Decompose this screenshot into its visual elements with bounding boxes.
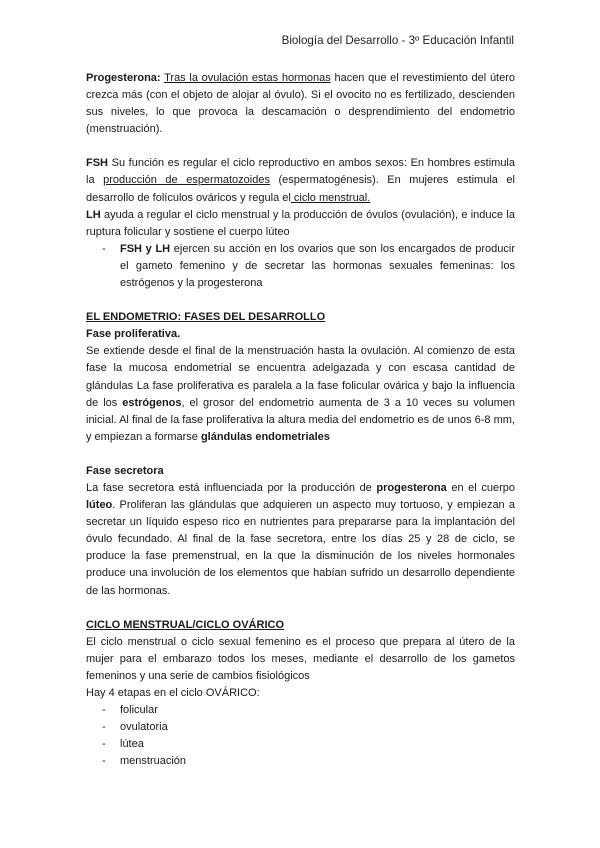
secretora-title: Fase secretora (86, 464, 164, 477)
ciclo-heading: CICLO MENSTRUAL/CICLO OVÁRICO (86, 618, 284, 631)
etapa-ovulatoria: ovulatoria (120, 721, 168, 734)
dash-bullet: - (102, 738, 106, 751)
list-item (86, 719, 515, 736)
fsh-underlined-1: producción de espermatozoides (103, 174, 270, 187)
etapas-list (86, 702, 515, 770)
etapa-menstruacion: menstruación (120, 755, 187, 768)
secretora-paragraph (86, 480, 515, 600)
progesterona-term: Progesterona: (86, 72, 161, 84)
secretora-text-3: . Proliferan las glándulas que adquieren un aspecto muy tortuoso, y empiezan a secretar un líquido espeso rico en nutrientes para prepararse para la implantación del óvulo fecundado. Al final de la fase secretora, entre los días 25 y 28 de ciclo, se produce la fase premenstrual, en la que la disminución de los niveles hormonales produce una involución de los elementos que habían sufrido un desarrollo dependiente de las hormonas. (86, 499, 515, 597)
list-item (86, 753, 515, 770)
lh-paragraph (86, 207, 515, 241)
progesterona-paragraph (86, 70, 515, 138)
fsh-paragraph (86, 155, 515, 206)
proliferativa-bold-1: estrógenos (122, 396, 182, 409)
fsh-text-2: (espermatogénesis). En mujeres estimula el desarrollo de folículos ováricos y regula el (86, 174, 515, 204)
dash-bullet: - (102, 755, 106, 768)
etapa-lutea: lútea (120, 738, 144, 751)
fsh-lh-list (86, 241, 515, 292)
etapas-intro: Hay 4 etapas en el ciclo OVÁRICO: (86, 687, 260, 699)
document-body (86, 70, 515, 770)
progesterona-underlined: Tras la ovulación estas hormonas (164, 72, 331, 84)
list-item (86, 241, 515, 292)
proliferativa-bold-2: glándulas endometriales (200, 430, 330, 443)
page-header: Biología del Desarrollo - 3º Educación Infantil (281, 34, 514, 47)
fsh-text-1: Su función es regular el ciclo reproductivo en ambos sexos: En hombres estimula la (86, 157, 515, 187)
secretora-text-1: La fase secretora está influenciada por la producción de (86, 481, 377, 494)
ciclo-paragraph: El ciclo menstrual o ciclo sexual femenino es el proceso que prepara al útero de la mujer para el embarazo todos los meses, mediante el desarrollo de los gametos femeninos y una serie de cambios fisiológicos (86, 635, 515, 682)
secretora-bold-2: lúteo (86, 499, 113, 512)
list-item (86, 702, 515, 719)
fsh-underlined-2: ciclo menstrual. (290, 191, 371, 204)
endometrio-heading: EL ENDOMETRIO: FASES DEL DESARROLLO (86, 311, 326, 324)
proliferativa-title: Fase proliferativa. (86, 328, 181, 341)
dash-bullet: - (102, 721, 106, 734)
proliferativa-text-1: Se extiende desde el final de la menstruación hasta la ovulación. Al comienzo de esta fase la mucosa endometrial se encuentra adelgazada y con escasa cantidad de glándulas La fase proliferativa es paralela a la fase folicular ovárica y bajo la influencia de los (86, 345, 515, 409)
proliferativa-paragraph (86, 343, 515, 446)
dash-bullet: - (102, 704, 106, 717)
fsh-lh-text: ejercen su acción en los ovarios que son los encargados de producir el gameto femenino y de secretar las hormonas sexuales femeninas: los estrógenos y la progesterona (120, 242, 515, 290)
lh-text: ayuda a regular el ciclo menstrual y la producción de óvulos (ovulación), e induce la ruptura folicular y sostiene el cuerpo lúteo (86, 208, 515, 238)
proliferativa-text-2: , el grosor del endometrio aumenta de 3 a 10 veces su volumen inicial. Al final de la fase proliferativa la altura media del endometrio es de unos 6-8 mm, y empiezan a formarse (86, 396, 515, 443)
list-item (86, 736, 515, 753)
fsh-term: FSH (86, 157, 108, 170)
etapa-folicular: folicular (120, 704, 158, 717)
progesterona-text: hacen que el revestimiento del útero crezca más (con el objeto de alojar al óvulo). Si el ovocito no es fertilizado, descienden sus niveles, lo que provoca la descamación o desprendimiento del endometrio (menstruación). (86, 72, 516, 136)
dash-bullet: - (102, 242, 106, 255)
secretora-text-2: en el cuerpo (446, 481, 515, 494)
secretora-bold-1: progesterona (376, 481, 447, 494)
lh-term: LH (86, 208, 101, 221)
fsh-lh-term: FSH y LH (120, 242, 171, 255)
